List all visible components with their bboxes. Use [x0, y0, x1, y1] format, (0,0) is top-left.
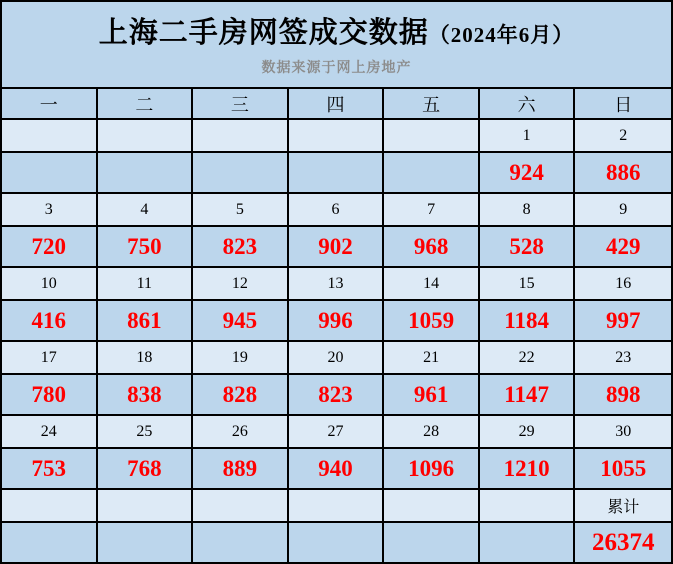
cumulative-label-row	[2, 488, 671, 521]
source-note: 数据来源于网上房地产	[261, 61, 412, 76]
date-cell: 5	[193, 194, 289, 225]
value-cell: 753	[2, 449, 98, 488]
value-cell: 898	[605, 381, 641, 407]
date-cell	[2, 120, 98, 151]
empty-cell	[98, 523, 194, 562]
empty-cell	[193, 523, 289, 562]
empty-cell	[384, 523, 480, 562]
date-cell	[98, 120, 194, 151]
value-cell: 945	[193, 301, 289, 340]
empty-cell	[2, 523, 98, 562]
weekday-header-fri: 五	[384, 89, 480, 118]
page-title	[99, 16, 575, 52]
date-cell: 8	[480, 194, 576, 225]
empty-cell	[98, 490, 194, 521]
value-cell: 429	[605, 233, 641, 259]
cumulative-total: 26374	[591, 528, 655, 556]
value-cell: 889	[193, 449, 289, 488]
value-cell: 902	[289, 227, 385, 266]
value-cell: 1210	[480, 449, 576, 488]
date-cell: 29	[480, 416, 576, 447]
date-cell: 14	[384, 268, 480, 299]
value-cell: 997	[605, 307, 641, 333]
date-cell: 28	[384, 416, 480, 447]
date-cell: 9	[619, 200, 628, 218]
empty-cell	[289, 490, 385, 521]
empty-cell	[2, 490, 98, 521]
date-cell: 3	[2, 194, 98, 225]
date-cell	[384, 120, 480, 151]
date-cell: 1	[480, 120, 576, 151]
date-cell: 18	[98, 342, 194, 373]
value-cell: 838	[98, 375, 194, 414]
value-cell	[98, 153, 194, 192]
weekday-header-row	[2, 87, 671, 118]
date-cell: 4	[98, 194, 194, 225]
page-title-period: （2024年6月）	[428, 23, 575, 47]
date-cell: 20	[289, 342, 385, 373]
date-cell: 11	[98, 268, 194, 299]
date-row-week2	[2, 192, 671, 225]
value-row-week3	[2, 299, 671, 340]
value-cell: 1184	[480, 301, 576, 340]
value-row-week4	[2, 373, 671, 414]
page-title-main: 上海二手房网签成交数据	[98, 17, 429, 49]
value-cell	[193, 153, 289, 192]
date-cell: 24	[2, 416, 98, 447]
value-cell: 823	[289, 375, 385, 414]
weekday-header-mon: 一	[2, 89, 98, 118]
cumulative-total-row	[2, 521, 671, 562]
date-cell: 6	[289, 194, 385, 225]
date-cell: 23	[615, 348, 632, 366]
value-cell: 823	[193, 227, 289, 266]
weekday-header-sun: 日	[614, 94, 633, 115]
value-cell: 961	[384, 375, 480, 414]
date-cell: 27	[289, 416, 385, 447]
value-cell: 828	[193, 375, 289, 414]
date-cell: 16	[615, 274, 632, 292]
date-row-week5	[2, 414, 671, 447]
empty-cell	[480, 490, 576, 521]
weekday-header-sat: 六	[480, 89, 576, 118]
value-cell	[384, 153, 480, 192]
value-cell	[289, 153, 385, 192]
empty-cell	[193, 490, 289, 521]
value-row-week1	[2, 151, 671, 192]
empty-cell	[384, 490, 480, 521]
value-cell: 886	[605, 159, 641, 185]
value-cell: 416	[2, 301, 98, 340]
date-cell: 7	[384, 194, 480, 225]
value-row-week5	[2, 447, 671, 488]
empty-cell	[289, 523, 385, 562]
value-cell: 528	[480, 227, 576, 266]
date-cell: 26	[193, 416, 289, 447]
date-row-week3	[2, 266, 671, 299]
weekday-header-wed: 三	[193, 89, 289, 118]
value-cell	[2, 153, 98, 192]
date-cell: 15	[480, 268, 576, 299]
date-cell: 25	[98, 416, 194, 447]
value-cell: 924	[480, 153, 576, 192]
date-cell: 10	[2, 268, 98, 299]
date-cell: 12	[193, 268, 289, 299]
weekday-header-tue: 二	[98, 89, 194, 118]
date-cell: 17	[2, 342, 98, 373]
empty-cell	[480, 523, 576, 562]
value-row-week2	[2, 225, 671, 266]
value-cell: 1147	[480, 375, 576, 414]
date-cell: 19	[193, 342, 289, 373]
value-cell: 768	[98, 449, 194, 488]
value-cell: 861	[98, 301, 194, 340]
date-cell: 21	[384, 342, 480, 373]
value-cell: 1096	[384, 449, 480, 488]
date-cell: 2	[619, 126, 628, 144]
date-cell: 30	[615, 422, 632, 440]
date-cell	[289, 120, 385, 151]
weekday-header-thu: 四	[289, 89, 385, 118]
value-cell: 940	[289, 449, 385, 488]
value-cell: 996	[289, 301, 385, 340]
title-block	[2, 2, 671, 87]
value-cell: 1055	[600, 455, 647, 481]
date-cell: 22	[480, 342, 576, 373]
value-cell: 1059	[384, 301, 480, 340]
date-cell: 13	[289, 268, 385, 299]
value-cell: 750	[98, 227, 194, 266]
cumulative-label: 累计	[607, 499, 640, 516]
value-cell: 968	[384, 227, 480, 266]
value-cell: 720	[2, 227, 98, 266]
date-cell	[193, 120, 289, 151]
value-cell: 780	[2, 375, 98, 414]
date-row-week4	[2, 340, 671, 373]
date-row-week1	[2, 118, 671, 151]
